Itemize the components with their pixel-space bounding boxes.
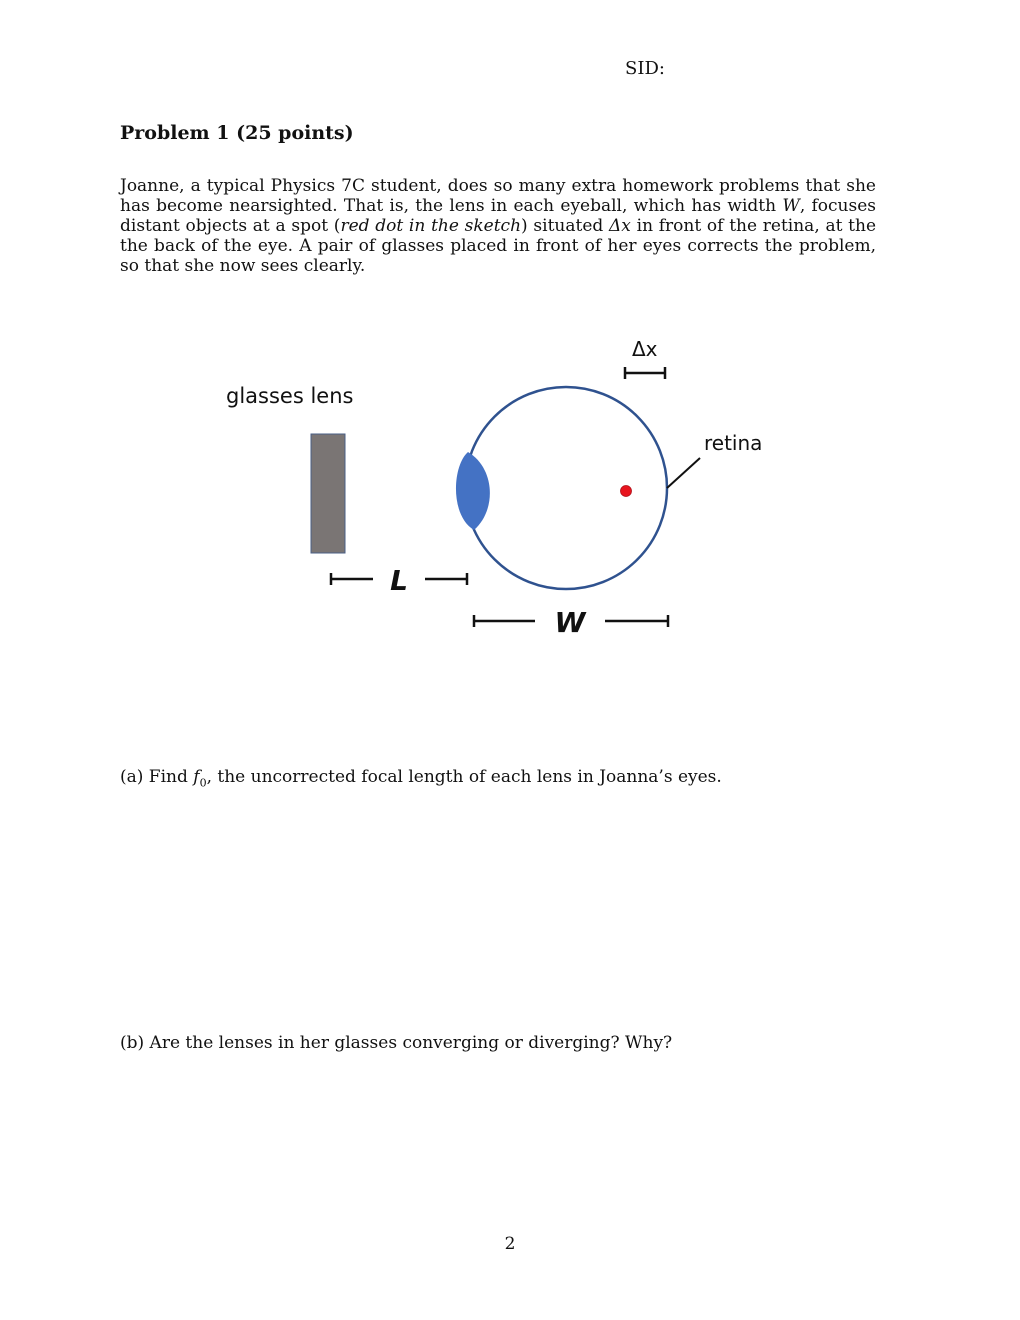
retina-pointer	[667, 458, 700, 488]
sid-label: SID:	[625, 58, 665, 79]
part-a-prefix: (a) Find	[120, 767, 194, 787]
var-w: W	[782, 196, 800, 216]
glasses-lens-label: glasses lens	[226, 384, 354, 408]
statement-text-1: Joanne, a typical Physics 7C student, does so many extra homework problems that she has become nearsighted. That is, the lens in each eyeball, which has width	[120, 176, 876, 216]
l-label: L	[390, 564, 408, 597]
eye-lens	[456, 452, 490, 530]
statement-text-2: , focuses distant objects at a spot (	[120, 196, 876, 236]
part-a-question	[120, 767, 722, 789]
f0-symbol: f	[193, 767, 200, 787]
delta-x-bracket	[625, 367, 665, 379]
statement-text-4: in front of the retina, at the the back of the eye. A pair of glasses placed in front of her eyes corrects the problem, so that she now sees clearly.	[120, 216, 877, 276]
italic-note: red dot in the sketch	[340, 216, 522, 236]
eyeball	[465, 387, 667, 589]
part-b-question: (b) Are the lenses in her glasses converging or diverging? Why?	[120, 1033, 673, 1053]
retina-label: retina	[704, 431, 763, 455]
glasses-lens	[311, 434, 345, 553]
delta-x-label: Δx	[632, 337, 658, 361]
delta-x-symbol: Δx	[609, 216, 631, 236]
page-number: 2	[504, 1234, 516, 1254]
statement-text-3: ) situated	[521, 216, 610, 236]
focus-dot	[621, 486, 632, 497]
w-label: W	[554, 606, 586, 639]
problem-title: Problem 1 (25 points)	[120, 122, 354, 144]
part-a-suffix: , the uncorrected focal length of each lens in Joanna’s eyes.	[206, 767, 722, 787]
f0-subscript: 0	[199, 776, 207, 790]
